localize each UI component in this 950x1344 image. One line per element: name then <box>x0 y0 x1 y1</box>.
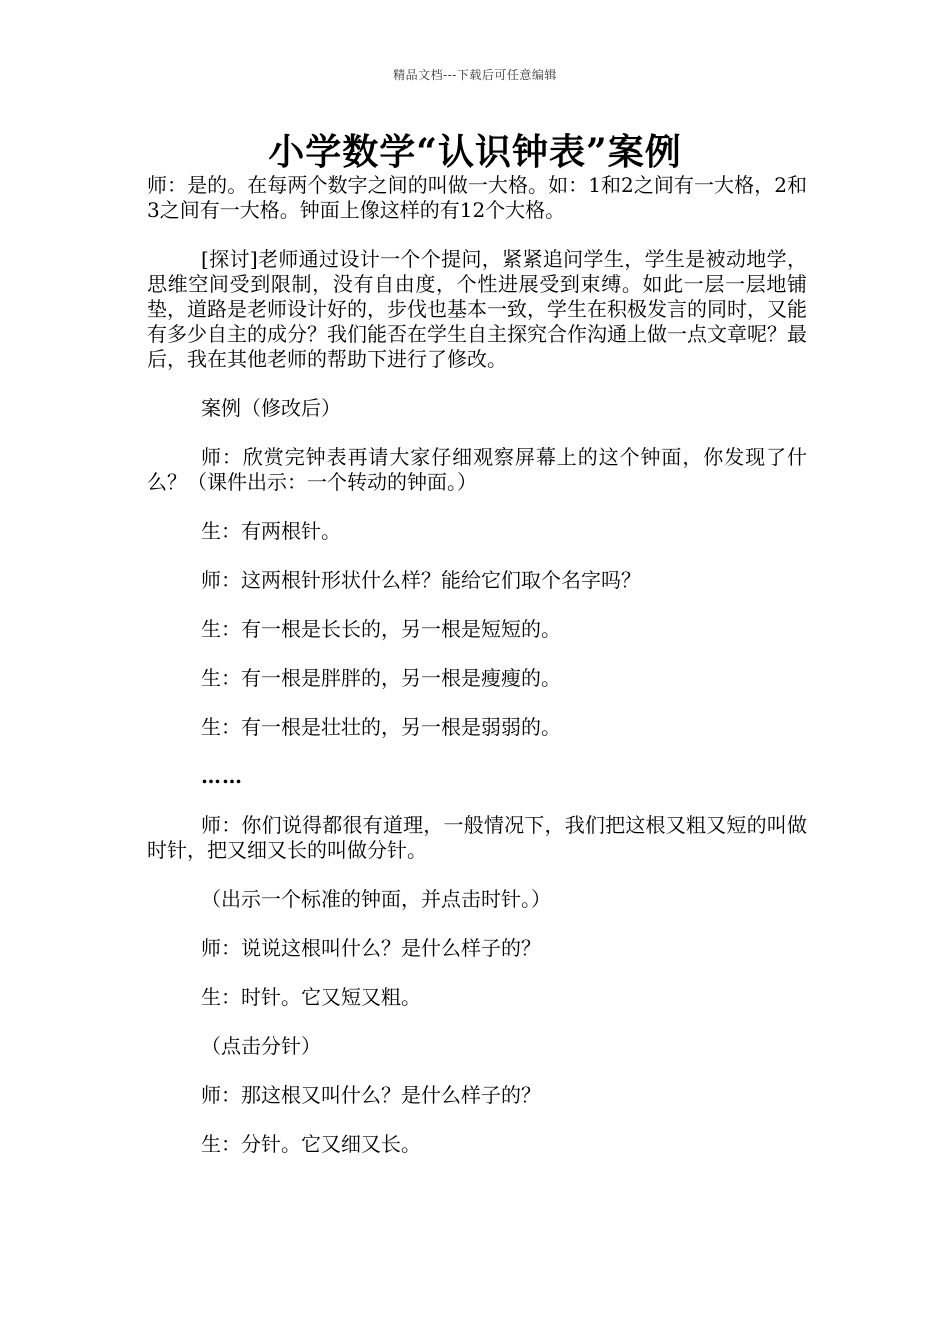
paragraph: 生：有一根是壮壮的，另一根是弱弱的。 <box>201 715 561 739</box>
header-note: 精品文档---下载后可任意编辑 <box>393 68 557 82</box>
paragraph: 师：那这根又叫什么？是什么样子的？ <box>201 1083 541 1107</box>
ellipsis: …… <box>201 764 243 788</box>
paragraph: 师：是的。在每两个数字之间的叫做一大格。如：1和2之间有一大格，2和3之间有一大格。钟面上像这样的有12个大格。 <box>147 173 807 222</box>
paragraph: （点击分针） <box>201 1034 321 1058</box>
paragraph: 生：分针。它又细又长。 <box>201 1132 421 1156</box>
document-title: 小学数学“认识钟表”案例 <box>268 131 682 173</box>
paragraph: 生：有两根针。 <box>201 519 341 543</box>
paragraph: 生：有一根是胖胖的，另一根是瘦瘦的。 <box>201 666 561 690</box>
paragraph: 师：你们说得都很有道理，一般情况下，我们把这根又粗又短的叫做时针，把又细又长的叫做分针。 <box>147 813 807 862</box>
document-body <box>147 173 807 1181</box>
paragraph: 师：欣赏完钟表再请大家仔细观察屏幕上的这个钟面，你发现了什么？（课件出示：一个转动的钟面。） <box>147 445 807 494</box>
paragraph: 案例（修改后） <box>201 396 341 420</box>
paragraph: 师：这两根针形状什么样？能给它们取个名字吗？ <box>201 568 641 592</box>
paragraph: 师：说说这根叫什么？是什么样子的？ <box>201 936 541 960</box>
paragraph: [探讨]老师通过设计一个个提问，紧紧追问学生，学生是被动地学，思维空间受到限制，没有自由度，个性进展受到束缚。如此一层一层地铺垫，道路是老师设计好的，步伐也基本一致，学生在积极发言的同时，又能有多少自主的成分？我们能否在学生自主探究合作沟通上做一点文章呢？最后，我在其他老师的帮助下进行了修改。 <box>147 247 807 371</box>
paragraph: 生：有一根是长长的，另一根是短短的。 <box>201 617 561 641</box>
paragraph: 生：时针。它又短又粗。 <box>201 985 421 1009</box>
paragraph: （出示一个标准的钟面，并点击时针。） <box>201 887 551 911</box>
